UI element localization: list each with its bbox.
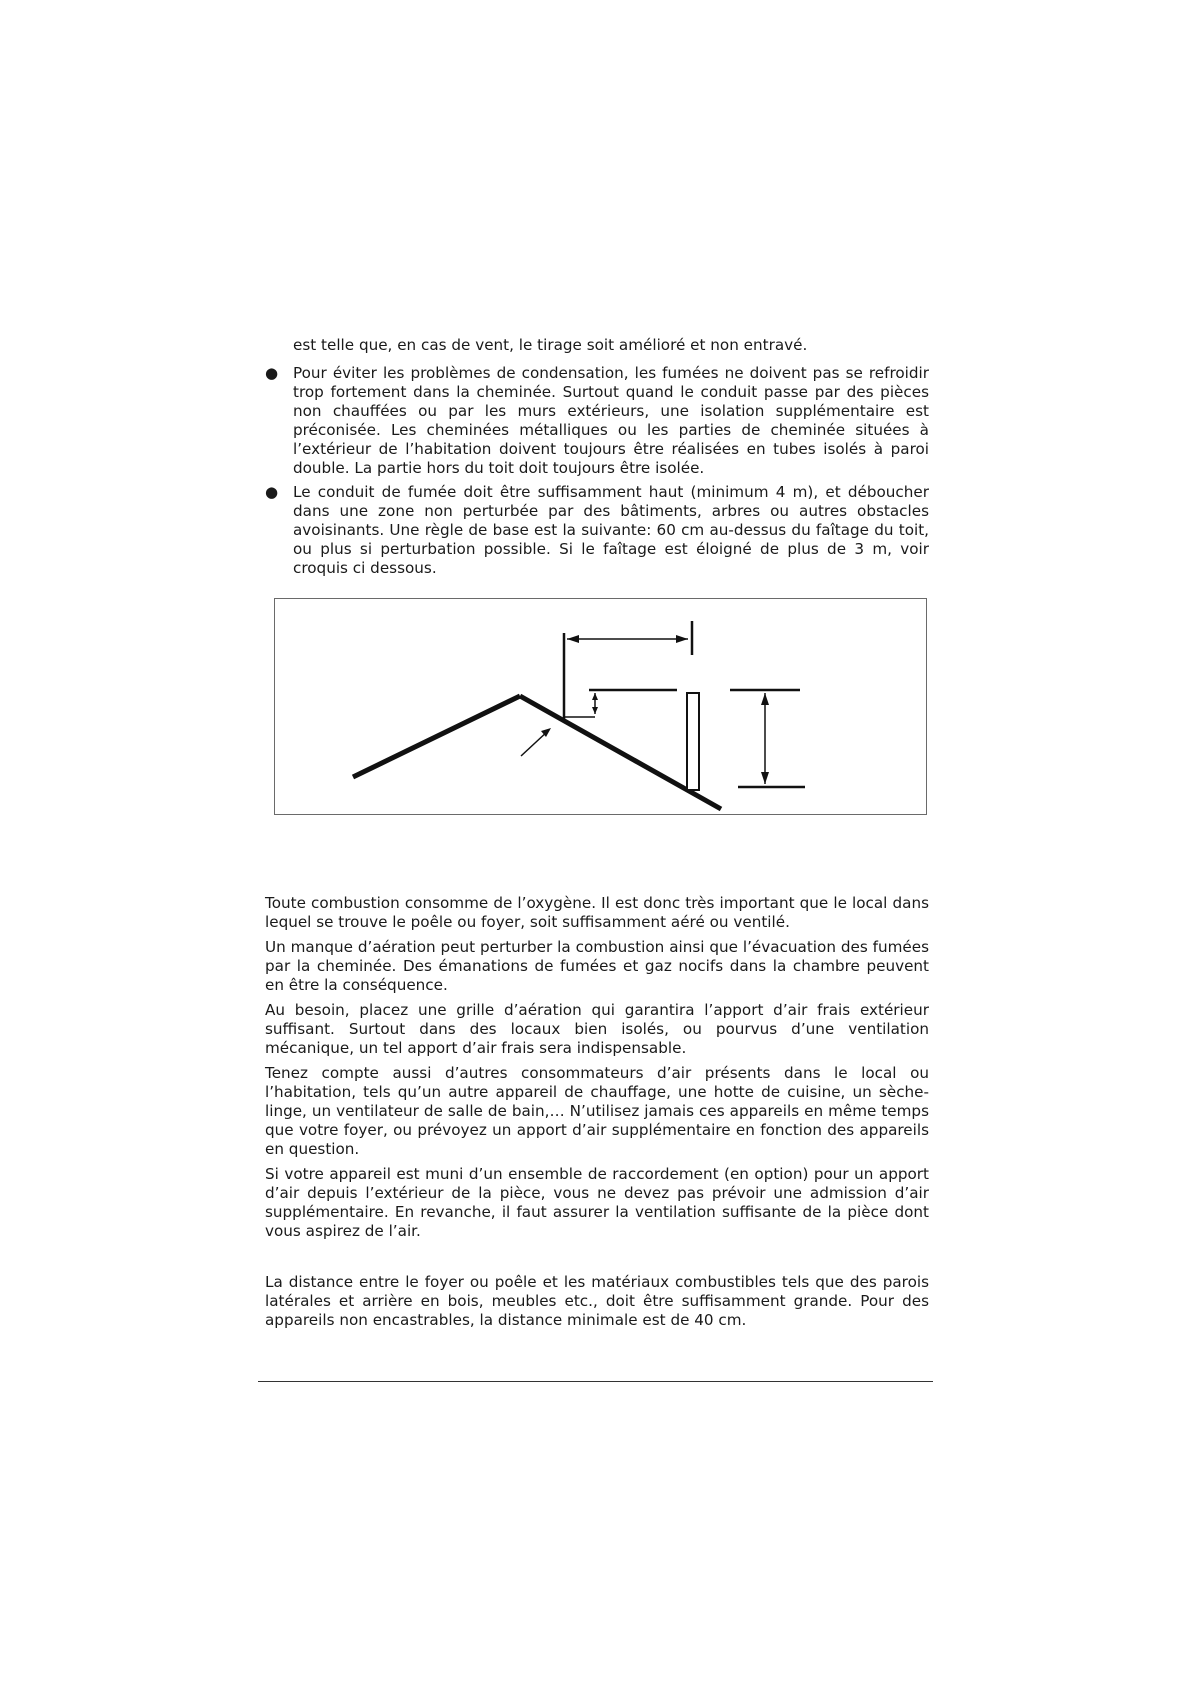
arrowhead-top (761, 693, 769, 705)
bullet-icon: ● (265, 483, 279, 501)
paragraph: La distance entre le foyer ou poêle et les matériaux combustibles tels que des parois latérales et arrière en bois, meubles etc., doit être suffisamment grande. Pour des appareils non encastrables, la distance minimale est de 40 cm. (265, 1273, 929, 1329)
footer-rule (258, 1381, 933, 1382)
arrowhead-bottom (761, 772, 769, 784)
arrowhead-down (592, 707, 598, 714)
distance-section (265, 1273, 929, 1336)
roof-diagram-svg (275, 599, 928, 816)
roof-chimney-diagram (274, 598, 927, 815)
paragraph: Si votre appareil est muni d’un ensemble de raccordement (en option) pour un apport d’air depuis l’extérieur de la pièce, vous ne devez pas prévoir une admission d’air supplémentaire. En revanche, il faut assurer la ventilation suffisante de la pièce dont vous aspirez de l’air. (265, 1165, 929, 1240)
continuation-text: est telle que, en cas de vent, le tirage soit amélioré et non entravé. (293, 336, 808, 354)
chimney (687, 693, 699, 790)
roof-left-slope (353, 696, 520, 777)
bullet-condensation (265, 364, 929, 478)
arrowhead-up (592, 693, 598, 700)
bullet-chimney-height (265, 483, 929, 578)
paragraph: Au besoin, placez une grille d’aération qui garantira l’apport d’air frais extérieur suffisant. Surtout dans des locaux bien isolés, ou pourvus d’une ventilation mécanique, un tel apport d’air frais sera indispensable. (265, 1001, 929, 1057)
ventilation-section (265, 894, 929, 1247)
paragraph: Un manque d’aération peut perturber la combustion ainsi que l’évacuation des fumées par la cheminée. Des émanations de fumées et gaz nocifs dans la chambre peuvent en être la conséquence. (265, 938, 929, 994)
arrowhead-right (676, 635, 688, 643)
bullet-text: Pour éviter les problèmes de condensation, les fumées ne doivent pas se refroidir trop fortement dans la cheminée. Surtout quand le conduit passe par des pièces non chauffées ou par les murs extérieurs, une isolation supplémentaire est préconisée. Les cheminées métalliques ou les parties de cheminée situées à l’extérieur de l’habitation doivent toujours être réalisées en tubes isolés à paroi double. La partie hors du toit doit toujours être isolée. (293, 364, 929, 477)
arrowhead-left (567, 635, 579, 643)
bullet-icon: ● (265, 364, 279, 382)
paragraph: Tenez compte aussi d’autres consommateurs d’air présents dans le local ou l’habitation, tels qu’un autre appareil de chauffage, une hotte de cuisine, un sèche-linge, un ventilateur de salle de bain,… N’utilisez jamais ces appareils en même temps que votre foyer, ou prévoyez un apport d’air supplémentaire en fonction des appareils en question. (265, 1064, 929, 1158)
paragraph: Toute combustion consomme de l’oxygène. Il est donc très important que le local dans lequel se trouve le poêle ou foyer, soit suffisamment aéré ou ventilé. (265, 894, 929, 931)
bullet-text: Le conduit de fumée doit être suffisamment haut (minimum 4 m), et déboucher dans une zone non perturbée par des bâtiments, arbres ou autres obstacles avoisinants. Une règle de base est la suivante: 60 cm au-dessus du faîtage du toit, ou plus si perturbation possible. Si le faîtage est éloigné de plus de 3 m, voir croquis ci dessous. (293, 483, 929, 577)
